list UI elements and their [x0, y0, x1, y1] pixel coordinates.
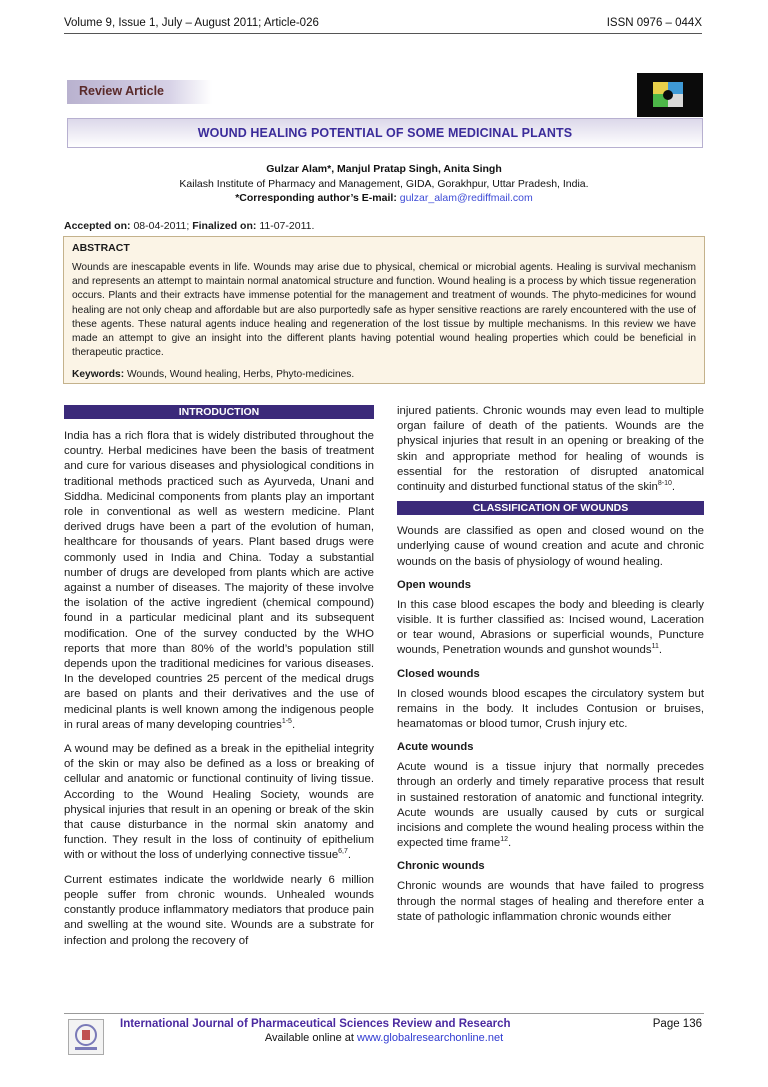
intro-p1-ref: 1-5: [281, 718, 292, 726]
page-number: Page 136: [652, 1018, 702, 1030]
open-wounds-ref: 11: [651, 643, 659, 651]
closed-wounds-heading: Closed wounds: [397, 667, 480, 680]
intro-p2-text: A wound may be defined as a break in the epithelial integrity of the skin or may also be defined as a loss or breaking of cellular and anatomic or functional continuity of living tissue. According to the Wound Healing Society, wounds are physical injuries that result in an opening or break of the skin that cause disturbance in the normal skin anatomy and function. They result in the loss of continuity of epithelium with or without the loss of underlying connective tissue: [64, 743, 374, 862]
keywords: [72, 369, 354, 380]
finalized-date: 11-07-2011.: [259, 220, 315, 232]
authors: Gulzar Alam*, Manjul Pratap Singh, Anita Singh: [266, 163, 502, 175]
footer-online: [0, 1032, 768, 1044]
header-divider: [64, 33, 702, 34]
abstract-box: [63, 236, 705, 384]
article-title-box: [67, 118, 703, 148]
journal-logo: [637, 73, 703, 117]
corresponding-label: *Corresponding author’s E-mail:: [235, 192, 397, 204]
article-dates: [64, 220, 314, 232]
intro-paragraph-3: Current estimates indicate the worldwide nearly 6 million people suffer from chronic wounds. Unhealed wounds constantly produce inflammatory mediators that produce pain and swelling at the wound site. Wounds are a substrate for infection and prolong the recovery of: [64, 873, 374, 947]
right-paragraph-0: injured patients. Chronic wounds may even lead to multiple organ failure of death of the patients. Wounds are the physical injuries that result in an opening or breaking of the skin and appropriate method for healing of wounds is essential for the restoration of disrupted anatomical continuity and disturbed functional status of the skin$^{8-10}$.: [397, 405, 704, 494]
issn: ISSN 0976 – 044X: [606, 17, 702, 29]
article-title: WOUND HEALING POTENTIAL OF SOME MEDICINAL PLANTS: [197, 126, 573, 140]
right-column: [397, 404, 704, 925]
finalized-label: Finalized on:: [192, 220, 257, 232]
intro-p2-ref: 6,7: [338, 848, 348, 856]
article-type-banner: [67, 80, 212, 104]
footer-online-label: Available online at: [264, 1032, 354, 1044]
intro-paragraph-2: A wound may be defined as a break in the epithelial integrity of the skin or may also be defined as a loss or breaking of cellular and anatomic or functional continuity of living tissue. According to the Wound Healing Society, wounds are physical injuries that result in an opening or break of the skin that cause disturbance in the normal skin anatomy and function. They result in the loss of continuity of epithelium with or without the loss of underlying connective tissue$^{6,7}$.: [64, 743, 374, 862]
article-type: Review Article: [79, 84, 164, 98]
corresponding-author: [64, 192, 704, 204]
acute-wounds-text: Acute wound is a tissue injury that normally precedes through an orderly and timely reparative process that result in sustained restoration of anatomic and functional integrity. Acute wounds are usually caused by cuts or surgical incisions and complete the wound healing process within the expected time frame: [397, 761, 704, 850]
abstract-text: Wounds are inescapable events in life. Wounds may arise due to physical, chemical or microbial agents. Healing is survival mechanism and represents an attempt to maintain normal anatomical structure and function. Wound healing is a process by which tissue regeneration occurs. Plants and their extracts have immense potential for the management and treatment of wounds. The phyto-medicines for wound healing are not only cheap and affordable but are also purportedly safe as hyper sensitive reactions are rarely encountered with the use of these agents. These natural agents induce healing and regeneration of the lost tissue by multiple mechanisms. In this review we have made an attempt to give an insight into the different plants having potential wound healing properties which could be beneficial in therapeutic practice.: [72, 262, 696, 359]
classification-heading: CLASSIFICATION OF WOUNDS: [397, 501, 704, 515]
intro-paragraph-1: India has a rich flora that is widely distributed throughout the country. Herbal medicines have been the basis of treatment and cure for various diseases and physiological conditions in traditional methods practiced such as Ayurveda, Unani and Siddha. Medicinal components from plants play an important role in conventional as well as western medicine. Plant derived drugs have been a part of the evolution of human, healthcare for thousands of years. Plant based drugs were commonly used in India and China. Today a substantial number of drugs are developed from plants which are active against a number of diseases. The majority of these involve the isolation of the active ingredient (chemical compound) found in a particular medicinal plant and its subsequent modification. One of the survey conducted by the WHO reports that more than 80% of the world’s population still depends upon the traditional medicines for various diseases. In the developed countries 25 percent of the medical drugs are based on plants and their derivatives and the use of medicinal plants is well known among the indigenous people in rural areas of many developing countries$^{1-5}$.: [64, 430, 374, 731]
closed-wounds-paragraph: In closed wounds blood escapes the circulatory system but remains in the body. It includes Contusion or bruises, heamatomas or blood tumor, Crush injury etc.: [397, 687, 704, 731]
accepted-label: Accepted on:: [64, 220, 131, 232]
right-p0-ref: 8-10: [657, 480, 672, 488]
acute-wounds-heading: Acute wounds: [397, 741, 474, 754]
introduction-heading: INTRODUCTION: [64, 405, 374, 419]
classification-paragraph: Wounds are classified as open and closed wound on the underlying cause of wound creation and acute and chronic wounds on the basis of physiology of wound healing.: [397, 525, 704, 568]
abstract-heading: ABSTRACT: [72, 242, 130, 254]
corresponding-email-link[interactable]: gulzar_alam@rediffmail.com: [399, 192, 533, 204]
right-p0-text: injured patients. Chronic wounds may even lead to multiple organ failure of death of the patients. Wounds are the physical injuries that result in an opening or breaking of the skin and appropriate method for healing of wounds is essential for the restoration of disrupted anatomical continuity and disturbed functional status of the skin: [397, 405, 704, 494]
keywords-label: Keywords:: [72, 369, 125, 380]
affiliation: Kailash Institute of Pharmacy and Management, GIDA, Gorakhpur, Uttar Pradesh, India.: [179, 178, 589, 190]
acute-wounds-ref: 12: [500, 836, 508, 844]
footer-website-link[interactable]: www.globalresearchonline.net: [357, 1032, 504, 1044]
intro-p1-text: India has a rich flora that is widely distributed throughout the country. Herbal medicines have been the basis of treatment and cure for various diseases and physiological conditions in traditional methods practiced such as Ayurveda, Unani and Siddha. Medicinal components from plants play an important role in conventional as well as western medicine. Plant derived drugs have been a part of the evolution of human, healthcare for thousands of years. Plant based drugs were commonly used in India and China. Today a substantial number of drugs are developed from plants which are active against a number of diseases. The majority of these involve the isolation of the active ingredient (chemical compound) found in a particular medicinal plant and its subsequent modification. One of the survey conducted by the WHO reports that more than 80% of the world’s population still depends upon the traditional medicines for various diseases. In the developed countries 25 percent of the medical drugs are based on plants and their derivatives and the use of medicinal plants is well known among the indigenous people in rural areas of many developing countries: [64, 430, 374, 731]
open-wounds-paragraph: In this case blood escapes the body and bleeding is clearly visible. It is further classified as: Incised wound, Laceration or tear wound, Abrasions or superficial wounds, Puncture wounds, Penetration wounds and gunshot wounds$^{11}$.: [397, 598, 704, 657]
footer-divider: [64, 1013, 704, 1014]
accepted-date: 08-04-2011;: [133, 220, 190, 232]
open-wounds-text: In this case blood escapes the body and bleeding is clearly visible. It is further classified as: Incised wound, Laceration or tear wound, Abrasions or superficial wounds, Puncture wounds, Penetration wounds and gunshot wounds: [397, 598, 704, 657]
journal-volume: Volume 9, Issue 1, July – August 2011; Article-026: [64, 17, 319, 29]
acute-wounds-paragraph: Acute wound is a tissue injury that normally precedes through an orderly and timely reparative process that result in sustained restoration of anatomic and functional integrity. Acute wounds are usually caused by cuts or surgical incisions and complete the wound healing process within the expected time frame$^{12}$.: [397, 761, 704, 850]
left-column: [64, 405, 374, 949]
footer-journal-name: International Journal of Pharmaceutical Sciences Review and Research: [120, 1018, 511, 1030]
keywords-list: Wounds, Wound healing, Herbs, Phyto-medicines.: [126, 369, 355, 380]
chronic-wounds-paragraph: Chronic wounds are wounds that have failed to progress through the normal stages of healing and therefore enter a state of pathologic inflammation chronic wounds either: [397, 880, 704, 923]
chronic-wounds-heading: Chronic wounds: [397, 860, 485, 873]
open-wounds-heading: Open wounds: [397, 578, 471, 591]
